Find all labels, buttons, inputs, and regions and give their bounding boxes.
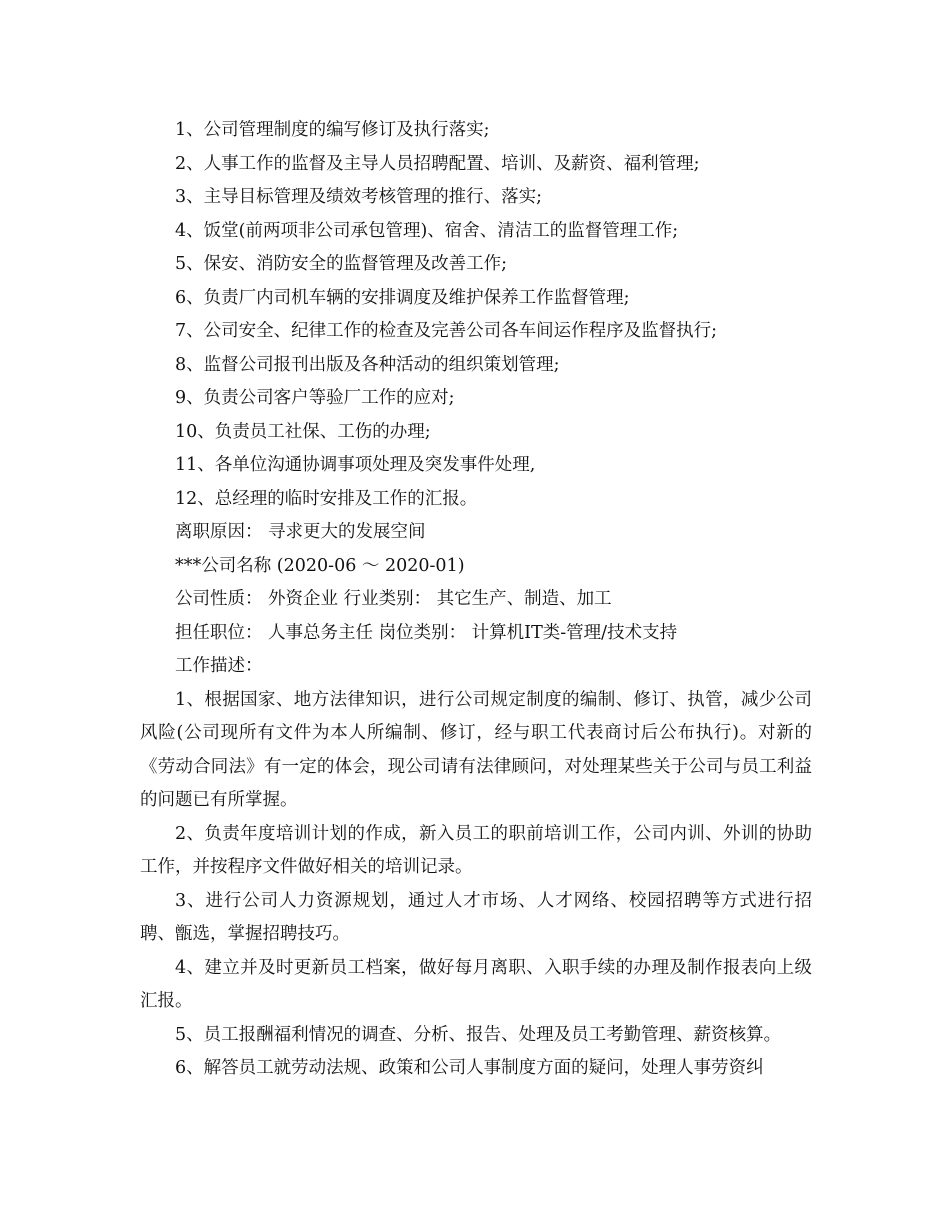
list-item: 10、负责员工社保、工伤的办理; [175,421,431,442]
job-description [140,684,812,1086]
duties-list [140,114,812,516]
job-description-label: 工作描述： [175,656,263,676]
list-item: 1、公司管理制度的编写修订及执行落实; [175,120,490,140]
job-description-paragraph: 6、解答员工就劳动法规、政策和公司人事制度方面的疑问，处理人事劳资纠 [175,1058,764,1078]
list-item: 3、主导目标管理及绩效考核管理的推行、落实; [175,187,543,207]
list-item: 9、负责公司客户等验厂工作的应对; [175,388,455,408]
job-description-paragraph: 5、员工报酬福利情况的调查、分析、报告、处理及员工考勤管理、薪资核算。 [175,1024,782,1045]
list-item: 11、各单位沟通协调事项处理及突发事件处理, [175,455,536,475]
leave-reason: 离职原因： 寻求更大的发展空间 [175,522,426,542]
list-item: 7、公司安全、纪律工作的检查及完善公司各车间运作程序及监督执行; [175,321,718,341]
job-description-paragraph: 3、进行公司人力资源规划，通过人才市场、人才网络、校园招聘等方式进行招聘、甑选，掌握招聘技巧。 [140,890,812,944]
list-item: 6、负责厂内司机车辆的安排调度及维护保养工作监督管理; [175,287,630,308]
list-item: 12、总经理的临时安排及工作的汇报。 [175,488,478,509]
job-description-paragraph: 1、根据国家、地方法律知识，进行公司规定制度的编制、修订、执管，减少公司风险(公司现所有文件为本人所编制、修订，经与职工代表商讨后公布执行)。对新的《劳动合同法》有一定的体会，现公司请有法律顾问，对处理某些关于公司与员工利益的问题已有所掌握。 [140,689,812,810]
company-header: ***公司名称 (2020-06 ～ 2020-01) [175,555,465,576]
company-nature: 公司性质： 外资企业 行业类别： 其它生产、制造、加工 [175,589,612,609]
job-description-paragraph: 4、建立并及时更新员工档案，做好每月离职、入职手续的办理及制作报表向上级汇报。 [140,957,812,1011]
list-item: 8、监督公司报刊出版及各种活动的组织策划管理; [175,354,560,375]
list-item: 4、饭堂(前两项非公司承包管理)、宿舍、清洁工的监督管理工作; [175,220,679,241]
list-item: 2、人事工作的监督及主导人员招聘配置、培训、及薪资、福利管理; [175,153,700,174]
job-description-paragraph: 2、负责年度培训计划的作成，新入员工的职前培训工作，公司内训、外训的协助工作，并按程序文件做好相关的培训记录。 [140,823,812,877]
position-info: 担任职位： 人事总务主任 岗位类别： 计算机IT类-管理/技术支持 [175,622,678,643]
document-body [140,114,812,1086]
list-item: 5、保安、消防安全的监督管理及改善工作; [175,254,508,274]
